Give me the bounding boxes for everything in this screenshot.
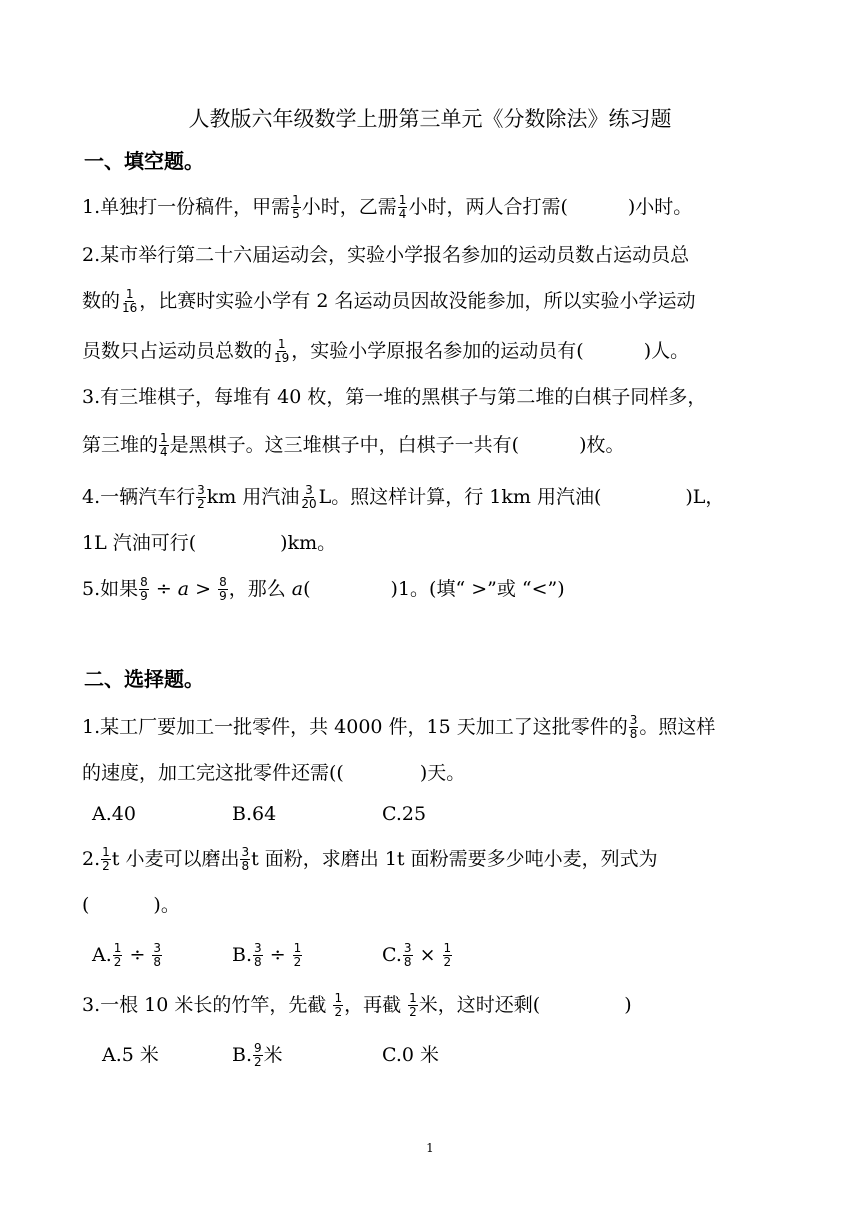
fraction: $\frac{1}{2}$ bbox=[102, 844, 110, 873]
fraction: $\frac{1}{16}$ bbox=[122, 286, 138, 315]
fraction: $\frac{1}{19}$ bbox=[274, 336, 290, 365]
option-c[interactable]: C. $\frac{3}{8}$ × $\frac{1}{2}$ bbox=[382, 940, 452, 969]
option-a[interactable]: A.5 米 bbox=[102, 1044, 159, 1066]
fraction: $\frac{3}{20}$ bbox=[301, 482, 317, 511]
fraction: $\frac{8}{9}$ bbox=[140, 574, 148, 603]
option-b[interactable]: B. $\frac{3}{8}$ ÷ $\frac{1}{2}$ bbox=[232, 940, 302, 969]
question-1-3-line-2: 第三堆的 $\frac{1}{4}$ 是黑棋子。这三堆棋子中，白棋子一共有( )枚。 bbox=[82, 430, 625, 459]
question-1-4-line-2: 1L 汽油可行( )km。 bbox=[82, 532, 337, 554]
question-2-1-line-2: 的速度，加工完这批零件还需(( )天。 bbox=[82, 762, 466, 784]
fraction: $\frac{3}{8}$ bbox=[629, 712, 638, 741]
question-2-1-line-1: 1.某工厂要加工一批零件，共 4000 件，15 天加工了这批零件的 $\frac{3}{8}$ 。照这样 bbox=[82, 712, 716, 741]
fraction: $\frac{3}{8}$ bbox=[254, 940, 262, 969]
option-b[interactable]: B.64 bbox=[232, 803, 277, 825]
fraction: $\frac{1}{4}$ bbox=[398, 192, 407, 221]
question-2-2-line-1: 2. $\frac{1}{2}$ t 小麦可以磨出 $\frac{3}{8}$ t 面粉，求磨出 1t 面粉需要多少吨小麦，列式为 bbox=[82, 844, 658, 873]
question-1-1: 1.单独打一份稿件，甲需 $\frac{1}{5}$ 小时，乙需 $\frac{1}{4}$ 小时，两人合打需( )小时。 bbox=[82, 192, 693, 221]
fraction: $\frac{1}{4}$ bbox=[160, 430, 168, 459]
question-2-3: 3.一根 10 米长的竹竿，先截 $\frac{1}{2}$ ，再截 $\frac{1}{2}$ 米，这时还剩( ) bbox=[82, 990, 632, 1019]
fraction: $\frac{1}{5}$ bbox=[292, 192, 300, 221]
page-title: 人教版六年级数学上册第三单元《分数除法》练习题 bbox=[188, 107, 672, 131]
question-1-3-line-1: 3.有三堆棋子，每堆有 40 枚，第一堆的黑棋子与第二堆的白棋子同样多， bbox=[82, 386, 707, 408]
question-1-2-line-2: 数的 $\frac{1}{16}$ ，比赛时实验小学有 2 名运动员因故没能参加，所以实验小学运动 bbox=[82, 286, 696, 315]
section-heading-fill-in: 一、填空题。 bbox=[84, 149, 204, 173]
question-1-5: 5.如果 $\frac{8}{9}$ ÷ a > $\frac{8}{9}$ ，那么 a( )1。(填“ >”或 “<”) bbox=[82, 574, 565, 603]
fraction: $\frac{3}{2}$ bbox=[197, 482, 205, 511]
fraction: $\frac{1}{2}$ bbox=[409, 990, 417, 1019]
fraction: $\frac{1}{2}$ bbox=[443, 940, 452, 969]
fraction: $\frac{3}{8}$ bbox=[241, 844, 250, 873]
option-c[interactable]: C.0 米 bbox=[382, 1044, 440, 1066]
fraction: $\frac{3}{8}$ bbox=[403, 940, 412, 969]
fraction: $\frac{3}{8}$ bbox=[153, 940, 162, 969]
question-1-2-line-3: 员数只占运动员总数的 $\frac{1}{19}$ ，实验小学原报名参加的运动员有( )人。 bbox=[82, 336, 690, 365]
option-b[interactable]: B. $\frac{9}{2}$ 米 bbox=[232, 1040, 283, 1069]
section-heading-choice: 二、选择题。 bbox=[84, 667, 204, 691]
option-a[interactable]: A.40 bbox=[92, 803, 136, 825]
fraction: $\frac{8}{9}$ bbox=[219, 574, 227, 603]
page-number: 1 bbox=[426, 1141, 434, 1155]
fraction: $\frac{1}{2}$ bbox=[113, 940, 122, 969]
option-a[interactable]: A. $\frac{1}{2}$ ÷ $\frac{3}{8}$ bbox=[92, 940, 162, 969]
fraction: $\frac{9}{2}$ bbox=[254, 1040, 262, 1069]
question-1-4-line-1: 4.一辆汽车行 $\frac{3}{2}$ km 用汽油 $\frac{3}{20}$ L。照这样计算，行 1km 用汽油( )L， bbox=[82, 482, 725, 511]
fraction: $\frac{1}{2}$ bbox=[334, 990, 343, 1019]
question-2-2-line-2: ( )。 bbox=[82, 894, 180, 916]
fraction: $\frac{1}{2}$ bbox=[293, 940, 302, 969]
option-c[interactable]: C.25 bbox=[382, 803, 427, 825]
question-1-2-line-1: 2.某市举行第二十六届运动会，实验小学报名参加的运动员数占运动员总 bbox=[82, 244, 690, 266]
